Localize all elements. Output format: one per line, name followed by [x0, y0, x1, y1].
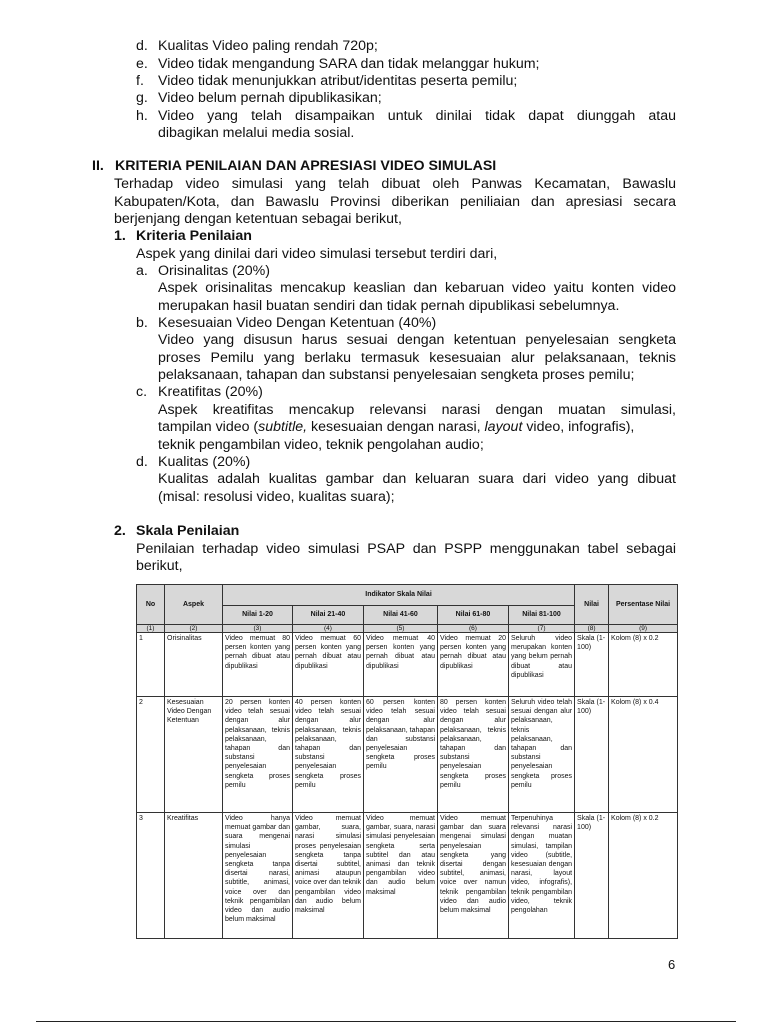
- table-index-row: (1) (2) (3) (4) (5) (6) (7) (8) (9): [137, 625, 678, 633]
- header-nilai: Nilai: [575, 585, 609, 625]
- scoring-table: [136, 584, 678, 939]
- header-aspek: Aspek: [165, 585, 223, 625]
- header-range: Nilai 61-80: [438, 606, 509, 625]
- header-persentase: Persentase Nilai: [609, 585, 678, 625]
- table-header-row: [137, 585, 678, 606]
- header-range: Nilai 41-60: [364, 606, 438, 625]
- page-number: 6: [668, 957, 676, 972]
- footer-divider: [36, 1021, 736, 1022]
- header-range: Nilai 21-40: [293, 606, 364, 625]
- header-range: Nilai 81-100: [509, 606, 575, 625]
- header-no: No: [137, 585, 165, 625]
- table-row: 1 Orisinalitas Video memuat 80 persen konten yang pernah dibuat atau dipublikasi Video memuat 60 persen konten yang pernah dibuat atau dipublikasi Video memuat 40 persen konten yang pernah dibuat atau dipublikasi Video memuat 20 persen konten yang pernah dibuat atau dipublikasi Seluruh video merupakan konten yang belum pernah dibuat atau dipublikasi Skala (1-100) Kolom (8) x 0.2: [137, 633, 678, 697]
- header-indikator: Indikator Skala Nilai: [223, 585, 575, 606]
- table-row: 2 Kesesuaian Video Dengan Ketentuan 20 persen konten video telah sesuai dengan alur pelaksanaan, teknis pelaksanaan, tahapan dan substansi penyelesaian sengketa proses pemilu 40 persen konten video telah sesuai dengan alur pelaksanaan, teknis pelaksanaan, tahapan dan substansi penyelesaian sengketa proses pemilu 60 persen konten video telah sesuai dengan alur pelaksanaan, tahapan dan substansi penyelesaian sengketa proses pemilu 80 persen konten video telah sesuai dengan alur pelaksanaan, teknis pelaksanaan, tahapan dan substansi penyelesaian sengketa proses pemilu Seluruh video telah sesuai dengan alur pelaksanaan, teknis pelaksanaan, tahapan dan substansi penyelesaian sengketa proses pemilu Skala (1-100) Kolom (8) x 0.4: [137, 697, 678, 813]
- document-page: d. Kualitas Video paling rendah 720p; e. Video tidak mengandung SARA dan tidak melanggar hukum; f. Video tidak menunjukkan atribut/identitas peserta pemilu; g. Video belum pernah dipublikasikan; h. Video yang telah disampaikan untuk dinilai tidak dapat diunggah atau dibagikan melalui media sosial. II. KRITERIA PENILAIAN DAN APRESIASI VIDEO SIMULASI Terhadap video simulasi yang telah dibuat oleh Panwas Kecamatan, Bawaslu Kabupaten/Kota, dan Bawaslu Provinsi diberikan peniliaian dan apresiasi secara berjenjang dengan ketentuan sebagai berikut, 1. Kriteria Penilaian Aspek yang dinilai dari video simulasi tersebut terdiri dari, a. Orisinalitas (20%) Aspek orisinalitas mencakup keaslian dan kebaruan video yaitu konten video merupakan hasil buatan sendiri dan tidak pernah dipublikasi sebelumnya. b. Kesesuaian Video Dengan Ketentuan (40%) Video yang disusun harus sesuai dengan ketentuan penyelesaian sengketa proses Pemilu yang berlaku termasuk kesesuaian alur pelaksanaan, teknis pelaksanaan, tahapan dan substansi penyelesaian sengketa proses pemilu; c. Kreatifitas (20%) Aspek kreatifitas mencakup relevansi narasi dengan muatan simulasi, tampilan video (subtitle, kesesuaian dengan narasi, layout video, infografis), teknik pengambilan video, teknik pengolahan audio; d. Kualitas (20%) Kualitas adalah kualitas gambar dan keluaran suara dari video yang dibuat (misal: resolusi video, kualitas suara); 2. Skala Penilaian Penilaian terhadap video simulasi PSAP dan PSPP menggunakan tabel sebagai berikut, No Aspek Indikator Skala Nilai Nilai Persentase Nilai Nilai 1-20 Nilai 21-40 Nilai 41-60 Nilai 61-80 Nilai 81-100 (1) (2) (3) (4) (5) (6) (7) (8) (9) 1 Orisinalitas Video memuat 80 persen konten yang pernah dibuat atau dipublikasi Video memuat 60 persen konten yang pernah dibuat atau dipublikasi Video memuat 40 persen konten yang pernah dibuat atau dipublikasi Video memuat 20 persen konten yang pernah dibuat atau dipublikasi Seluruh video merupakan konten yang belum pernah dibuat atau dipublikasi Skala (1-100) Kolom (8) x 0.2 2 Kesesuaian Video Dengan Ketentuan 20 persen konten video telah sesuai dengan alur pelaksanaan, teknis pelaksanaan, tahapan dan substansi penyelesaian sengketa proses pemilu 40 persen konten video telah sesuai dengan alur pelaksanaan, teknis pelaksanaan, tahapan dan substansi penyelesaian sengketa proses pemilu 60 persen konten video telah sesuai dengan alur pelaksanaan, tahapan dan substansi penyelesaian sengketa proses pemilu 80 persen konten video telah sesuai dengan alur pelaksanaan, teknis pelaksanaan, tahapan dan substansi penyelesaian sengketa proses pemilu Seluruh video telah sesuai dengan alur pelaksanaan, teknis pelaksanaan, tahapan dan substansi penyelesaian sengketa proses pemilu Skala (1-100) Kolom (8) x 0.4 3 Kreatifitas Video hanya memuat gambar dan suara mengenai simulasi penyelesaian sengketa tanpa disertai narasi, subtitle, animasi, voice over dan teknik pengambilan video dan audio belum maksimal Video memuat gambar, suara, narasi simulasi proses penyelesaian sengketa tanpa disertai subtitel, animasi ataupun voice over dan teknik pengambilan video dan audio belum maksimal Video memuat gambar, suara, narasi simulasi penyelesaian sengketa serta subtitel dan atau animasi dan teknik pengambilan video dan audio belum maksimal Video memuat gambar dan suara mengenai simulasi penyelesaian sengketa yang disertai dengan subtitel, animasi, voice over namun teknik pengambilan video dan audio belum maksimal Terpenuhinya relevansi narasi dengan muatan simulasi, tampilan video (subtitle, kesesuaian dengan narasi, layout video, infografis), teknik pengambilan video, teknik pengolahan Skala (1-100) Kolom (8) x 0.2 6: [0, 0, 768, 1024]
- table-row: 3 Kreatifitas Video hanya memuat gambar dan suara mengenai simulasi penyelesaian sengketa tanpa disertai narasi, subtitle, animasi, voice over dan teknik pengambilan video dan audio belum maksimal Video memuat gambar, suara, narasi simulasi proses penyelesaian sengketa tanpa disertai subtitel, animasi ataupun voice over dan teknik pengambilan video dan audio belum maksimal Video memuat gambar, suara, narasi simulasi penyelesaian sengketa serta subtitel dan atau animasi dan teknik pengambilan video dan audio belum maksimal Video memuat gambar dan suara mengenai simulasi penyelesaian sengketa yang disertai dengan subtitel, animasi, voice over namun teknik pengambilan video dan audio belum maksimal Terpenuhinya relevansi narasi dengan muatan simulasi, tampilan video (subtitle, kesesuaian dengan narasi, layout video, infografis), teknik pengambilan video, teknik pengolahan Skala (1-100) Kolom (8) x 0.2: [137, 813, 678, 939]
- criteria-c-line2: tampilan video (subtitle, kesesuaian dengan narasi, layout video, infografis),: [158, 419, 635, 435]
- header-range: Nilai 1-20: [223, 606, 293, 625]
